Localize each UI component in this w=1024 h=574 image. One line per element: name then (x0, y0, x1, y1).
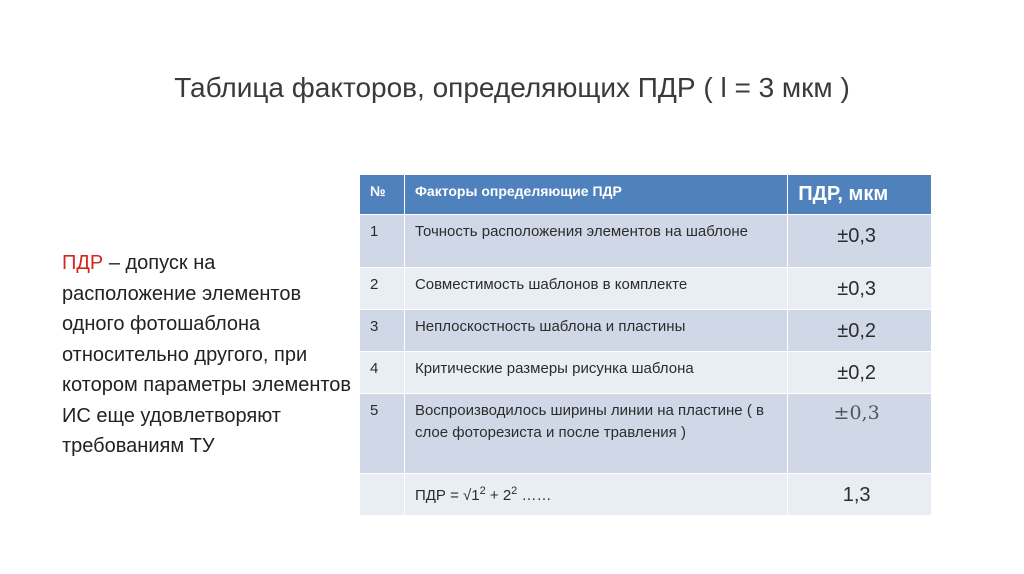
table-row (360, 394, 932, 474)
formula-base1: 1 (471, 487, 480, 504)
header-num: № (360, 175, 405, 215)
definition-text (62, 248, 352, 462)
formula-prefix: ПДР = √ (414, 487, 472, 504)
definition-term: ПДР (62, 252, 104, 274)
row-num: 2 (360, 268, 405, 310)
table-row-total (360, 474, 932, 516)
table-row (360, 352, 932, 394)
table-row (360, 310, 932, 352)
row-num: 1 (360, 215, 405, 268)
row-num (360, 474, 405, 516)
row-factor: Совместимость шаблонов в комплекте (404, 268, 787, 310)
header-factor: Факторы определяющие ПДР (404, 175, 787, 215)
row-num: 5 (360, 394, 405, 474)
row-value: ±0,3 (788, 215, 932, 268)
row-num: 4 (360, 352, 405, 394)
header-value: ПДР, мкм (788, 175, 932, 215)
formula-base2: 2 (502, 487, 512, 504)
row-factor: Критические размеры рисунка шаблона (404, 352, 787, 394)
formula-plus: + (485, 487, 503, 504)
table-header-row (360, 175, 932, 215)
row-value: ±0,3 (788, 268, 932, 310)
row-num: 3 (360, 310, 405, 352)
slide-title: Таблица факторов, определяющих ПДР ( l = 3 мкм ) (174, 72, 850, 103)
table-row (360, 268, 932, 310)
row-value: ±0,3 (788, 394, 932, 474)
row-factor: Воспроизводилось ширины линии на пластине ( в слое фоторезиста и после травления ) (404, 394, 787, 474)
table-row (360, 215, 932, 268)
row-factor: Точность расположения элементов на шаблоне (404, 215, 787, 268)
formula-exp2: 2 (511, 485, 518, 497)
total-value: 1,3 (788, 474, 932, 516)
total-formula (404, 474, 787, 516)
row-value: ±0,2 (788, 352, 932, 394)
definition-body: – допуск на расположение элементов одного фотошаблона относительно другого, при котором параметры элементов ИС еще удовлетворяют требованиям ТУ (62, 252, 352, 457)
formula-exp1: 2 (479, 485, 486, 497)
factors-table (359, 174, 932, 516)
row-factor: Неплоскостность шаблона и пластины (404, 310, 787, 352)
formula-suffix: …… (517, 487, 552, 504)
row-value: ±0,2 (788, 310, 932, 352)
